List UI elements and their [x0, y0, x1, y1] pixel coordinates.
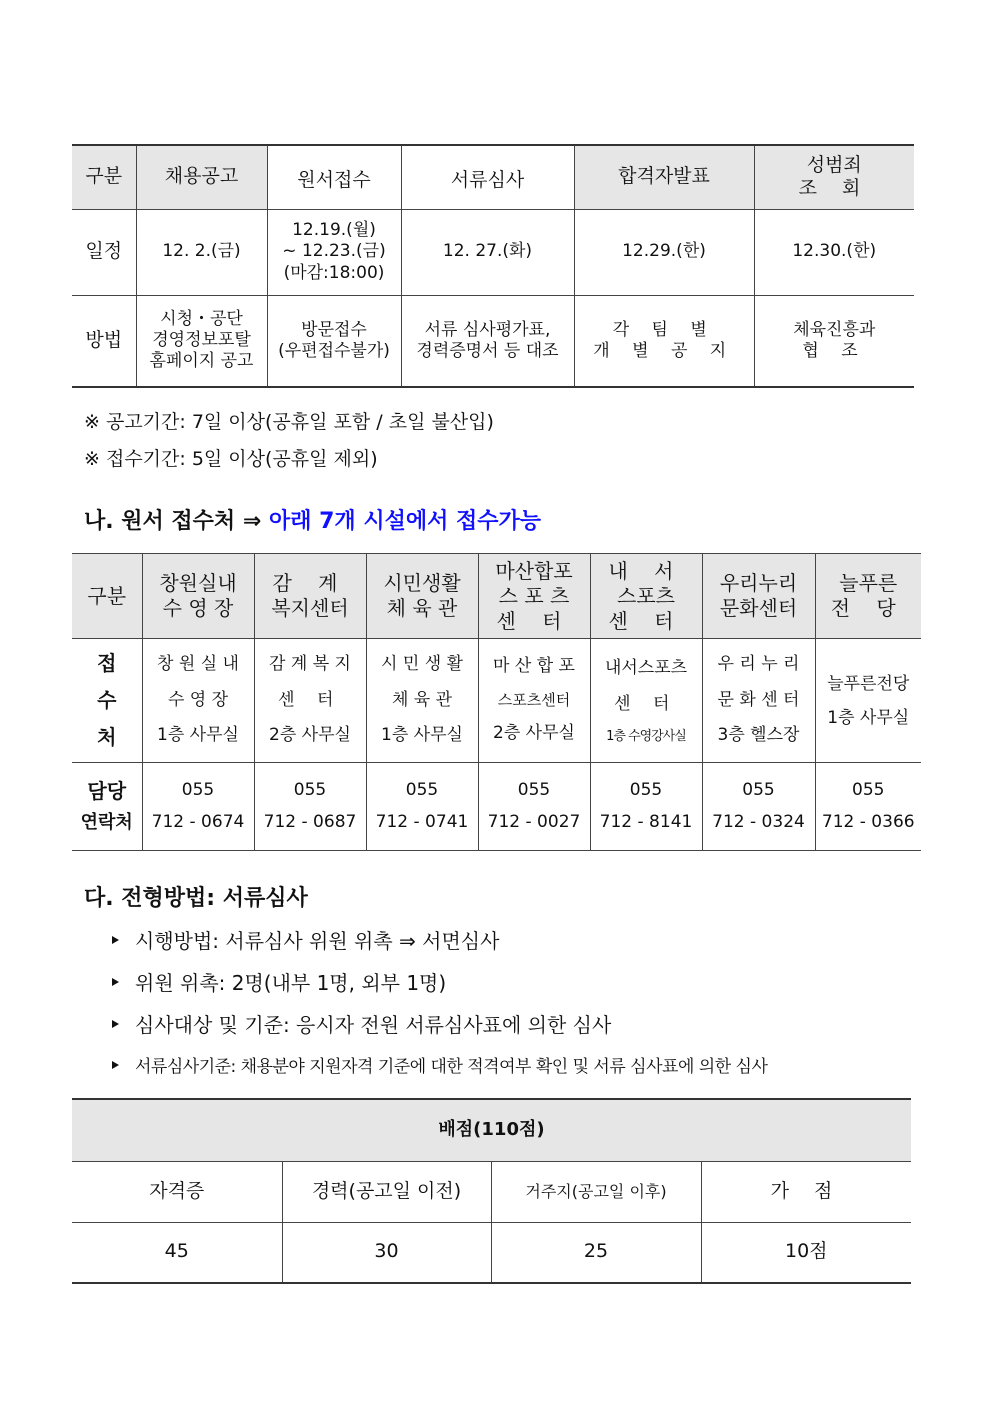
- facility-contact: [815, 763, 921, 851]
- bullet-item: [112, 967, 446, 996]
- triangle-bullet-icon: [112, 1061, 119, 1069]
- schedule-header-announcement: 채용공고: [136, 145, 267, 209]
- location-line: 스포츠센터: [497, 690, 571, 709]
- contact-line: 055: [742, 780, 775, 801]
- facility-name-line: 감 계: [272, 571, 348, 595]
- location-line: 센 터: [614, 693, 678, 714]
- facility-name-line: 스 포 츠: [498, 583, 570, 608]
- contact-label-line: 연락처: [80, 812, 133, 834]
- method-line: 경영정보포탈: [152, 330, 251, 351]
- location-line: 1층 사무실: [827, 707, 910, 728]
- bullet-item: [112, 1009, 611, 1038]
- location-line: 1층 수영강사실: [606, 728, 686, 744]
- facility-location: [478, 639, 590, 763]
- location-line: 마 산 합 포: [493, 656, 575, 677]
- crime-check-date: 12.30.(한): [754, 209, 914, 295]
- method-line: 각 팀 별: [612, 319, 716, 340]
- score-value: 30: [282, 1222, 491, 1283]
- location-line: 내서스포츠: [604, 658, 688, 679]
- schedule-table: [72, 144, 914, 388]
- location-line: 1층 사무실: [157, 725, 239, 746]
- bullet-item: [112, 1052, 767, 1077]
- section-b-heading: [84, 504, 541, 535]
- note-application-period: ※ 접수기간: 5일 이상(공휴일 제외): [84, 448, 378, 470]
- triangle-bullet-icon: [112, 978, 119, 986]
- facility-name-line: 창원실내: [159, 571, 237, 595]
- facility-name-line: 늘푸른: [839, 571, 898, 595]
- location-line: 센 터: [278, 689, 342, 710]
- facility-name-line: 센 터: [608, 608, 684, 633]
- contact-line: 055: [852, 780, 885, 801]
- schedule-header-crime-check: [754, 145, 914, 209]
- facility-contact: [478, 763, 590, 851]
- facility-contact: [254, 763, 366, 851]
- location-line: 3층 헬스장: [717, 725, 800, 746]
- schedule-header-document-review: 서류심사: [401, 145, 574, 209]
- score-value: 10점: [701, 1222, 911, 1283]
- location-line: 체 육 관: [391, 689, 453, 710]
- section-b-highlight: 아래 7개 시설에서 접수가능: [268, 509, 542, 534]
- result-method: [574, 295, 754, 387]
- method-line: 체육진흥과: [793, 319, 876, 340]
- contact-line: 055: [517, 780, 551, 801]
- application-dates: [267, 209, 401, 295]
- facility-name: [702, 554, 815, 639]
- schedule-row-label: 일정: [72, 209, 136, 295]
- facility-contact: [702, 763, 815, 851]
- facility-location: [702, 639, 815, 763]
- facility-name: [478, 554, 590, 639]
- method-line: 시청・공단: [160, 308, 243, 329]
- bullet-item: [112, 925, 499, 954]
- facility-location: [590, 639, 702, 763]
- score-title: 배점(110점): [72, 1099, 911, 1161]
- facility-name: [142, 554, 254, 639]
- score-value: 45: [72, 1222, 282, 1283]
- schedule-header-category: 구분: [72, 145, 136, 209]
- contact-label: [72, 763, 142, 851]
- contact-line: 712 - 0027: [487, 811, 581, 832]
- facility-name-line: 센 터: [496, 608, 572, 633]
- facility-name: [254, 554, 366, 639]
- location-label: [72, 639, 142, 763]
- section-c-heading: 다. 전형방법: 서류심사: [84, 886, 308, 911]
- location-label-char: 처: [97, 725, 117, 749]
- location-line: 수 영 장: [167, 689, 229, 710]
- facility-location: [142, 639, 254, 763]
- method-line: 서류 심사평가표,: [424, 319, 551, 340]
- location-label-char: 접: [97, 651, 117, 675]
- contact-line: 712 - 0741: [375, 811, 469, 832]
- location-line: 감 계 복 지: [269, 653, 351, 674]
- facility-name-line: 복지센터: [271, 596, 349, 620]
- method-line: 방문접수: [301, 319, 367, 340]
- application-deadline: (마감:18:00): [283, 262, 385, 283]
- facility-name-line: 내 서: [608, 558, 684, 583]
- facility-name-line: 마산합포: [495, 558, 573, 583]
- location-line: 문 화 센 터: [717, 689, 800, 710]
- facility-location: [254, 639, 366, 763]
- method-line: 홈페이지 공고: [149, 351, 254, 372]
- schedule-header-result: 합격자발표: [574, 145, 754, 209]
- method-row-label: 방법: [72, 295, 136, 387]
- review-method: [401, 295, 574, 387]
- contact-line: 712 - 0366: [821, 811, 915, 832]
- facility-name-line: 문화센터: [719, 596, 798, 620]
- method-line: 개 별 공 지: [593, 340, 735, 361]
- location-line: 2층 사무실: [493, 723, 575, 744]
- schedule-header-application: 원서접수: [267, 145, 401, 209]
- score-header: 거주지(공고일 이후): [491, 1161, 701, 1222]
- location-line: 우 리 누 리: [717, 653, 800, 674]
- facility-name: [590, 554, 702, 639]
- section-b-title: 나. 원서 접수처 ⇒: [84, 509, 269, 534]
- facility-contact: [142, 763, 254, 851]
- bullet-text: 위원 위촉: 2명(내부 1명, 외부 1명): [135, 971, 447, 995]
- facility-name: [815, 554, 921, 639]
- facilities-table: [72, 553, 921, 851]
- review-date: 12. 27.(화): [401, 209, 574, 295]
- application-method: [267, 295, 401, 387]
- facility-name-line: 시민생활: [383, 571, 461, 595]
- score-value: 25: [491, 1222, 701, 1283]
- announcement-date: 12. 2.(금): [136, 209, 267, 295]
- contact-line: 055: [181, 780, 215, 801]
- crime-check-line2: 조 회: [798, 177, 870, 200]
- method-line: 협 조: [802, 340, 867, 361]
- contact-line: 712 - 8141: [599, 811, 693, 832]
- method-line: 경력증명서 등 대조: [416, 340, 559, 361]
- facility-name-line: 우리누리: [719, 571, 798, 595]
- application-start: 12.19.(월): [292, 220, 376, 241]
- facility-location: [815, 639, 921, 763]
- location-line: 1층 사무실: [381, 725, 463, 746]
- method-line: (우편접수불가): [278, 340, 390, 361]
- contact-label-line: 담당: [87, 779, 127, 804]
- contact-line: 712 - 0687: [263, 811, 357, 832]
- bullet-text: 심사대상 및 기준: 응시자 전원 서류심사표에 의한 심사: [135, 1013, 612, 1037]
- facility-header-label: 구분: [72, 554, 142, 639]
- bullet-text: 시행방법: 서류심사 위원 위촉 ⇒ 서면심사: [135, 929, 500, 953]
- contact-line: 712 - 0674: [151, 811, 245, 832]
- triangle-bullet-icon: [112, 936, 119, 944]
- announcement-method: [136, 295, 267, 387]
- location-line: 늘푸른전당: [827, 673, 910, 694]
- contact-line: 055: [405, 780, 439, 801]
- facility-contact: [366, 763, 478, 851]
- result-date: 12.29.(한): [574, 209, 754, 295]
- score-header: 자격증: [72, 1161, 282, 1222]
- score-table: [72, 1098, 911, 1284]
- location-line: 시 민 생 활: [381, 653, 463, 674]
- facility-location: [366, 639, 478, 763]
- score-header: 가 점: [701, 1161, 911, 1222]
- contact-line: 712 - 0324: [712, 811, 805, 832]
- score-header: 경력(공고일 이전): [282, 1161, 491, 1222]
- contact-line: 055: [293, 780, 327, 801]
- facility-name: [366, 554, 478, 639]
- crime-check-line1: 성범죄: [806, 153, 862, 176]
- facility-name-line: 전 당: [830, 596, 906, 620]
- facility-name-line: 체 육 관: [386, 596, 458, 620]
- facility-contact: [590, 763, 702, 851]
- triangle-bullet-icon: [112, 1020, 119, 1028]
- note-announcement-period: ※ 공고기간: 7일 이상(공휴일 포함 / 초일 불산입): [84, 411, 494, 433]
- location-line: 창 원 실 내: [157, 653, 239, 674]
- facility-name-line: 스포츠: [617, 583, 675, 608]
- location-label-char: 수: [97, 688, 117, 712]
- application-end: ~ 12.23.(금): [282, 241, 386, 262]
- facility-name-line: 수 영 장: [162, 596, 234, 620]
- contact-line: 055: [629, 780, 663, 801]
- bullet-text: 서류심사기준: 채용분야 지원자격 기준에 대한 적격여부 확인 및 서류 심사표에 의한 심사: [135, 1057, 768, 1077]
- location-line: 2층 사무실: [269, 725, 351, 746]
- crime-check-method: [754, 295, 914, 387]
